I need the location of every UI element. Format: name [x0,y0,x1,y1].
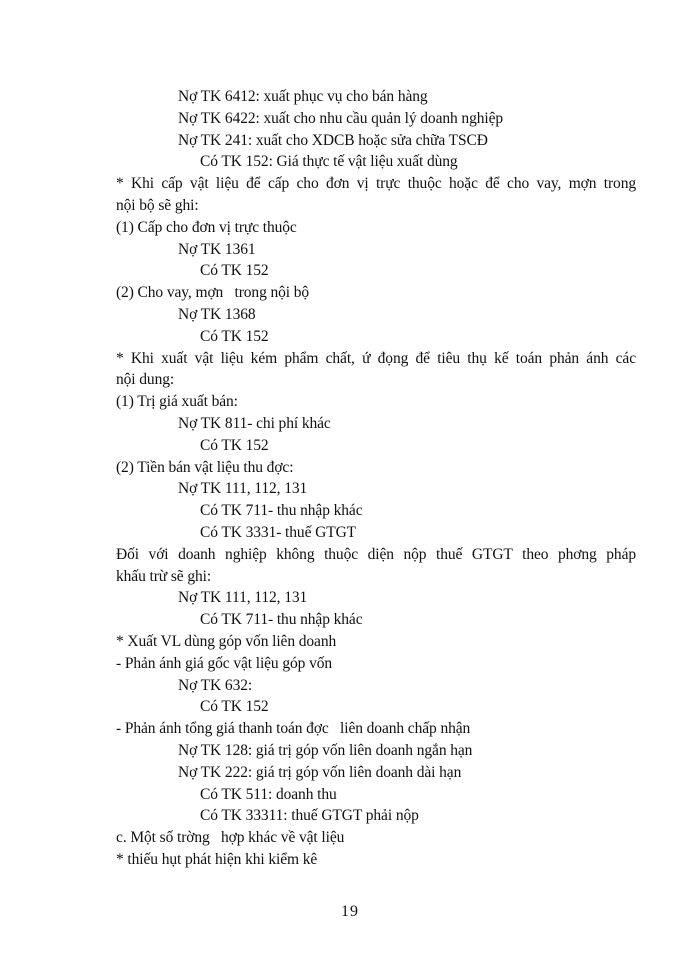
text-line: Nợ TK 1368 [178,305,256,323]
text-line: - Phản ánh tổng giá thanh toán đợc liên doanh chấp nhận [116,720,471,738]
text-line: - Phản ánh giá gốc vật liệu góp vốn [116,654,333,672]
text-line: c. Một số trờng hợp khác về vật liệu [116,829,345,847]
text-line: * Khi cấp vật liệu để cấp cho đơn vị trực thuộc hoặc để cho vay, mợn trong [116,175,636,193]
text-line: Nợ TK 632: [178,676,253,694]
text-line: khấu trừ sẽ ghi: [116,567,212,585]
text-line: Có TK 152 [200,436,269,454]
text-line: Nợ TK 6412: xuất phục vụ cho bán hàng [178,88,428,105]
text-line: Nợ TK 1361 [178,240,256,258]
page-number: 19 [341,903,359,920]
text-line: Có TK 711- thu nhập khác [200,502,363,520]
text-line: Nợ TK 811- chi phí khác [178,414,331,432]
text-line: Nợ TK 241: xuất cho XDCB hoặc sửa chữa TSCĐ [178,131,488,149]
text-line: nội dung: [116,371,175,389]
text-line: Nợ TK 111, 112, 131 [178,589,308,607]
text-line: Nợ TK 128: giá trị góp vốn liên doanh ngắn hạn [178,741,473,759]
text-line: Nợ TK 111, 112, 131 [178,480,308,498]
text-line: Đối với doanh nghiệp không thuộc diện nộp thuế GTGT theo phơng pháp [116,545,636,563]
text-line: Có TK 152 [200,698,269,716]
text-line: (1) Trị giá xuất bán: [116,393,238,411]
text-line: Có TK 511: doanh thu [200,785,337,803]
text-line: Có TK 33311: thuế GTGT phải nộp [200,807,419,825]
text-line: * Xuất VL dùng góp vốn liên doanh [116,632,337,650]
text-line: Có TK 152 [200,262,269,280]
text-line: Có TK 3331- thuế GTGT [200,523,357,541]
text-line: Có TK 152: Giá thực tế vật liệu xuất dùng [200,153,458,171]
text-line: (1) Cấp cho đơn vị trực thuộc [116,218,297,236]
text-line: (2) Cho vay, mợn trong nội bộ [116,284,310,302]
document-body [116,86,636,871]
text-line: * thiếu hụt phát hiện khi kiểm kê [116,850,318,868]
text-line: (2) Tiền bán vật liệu thu đợc: [116,458,294,476]
text-line: nội bộ sẽ ghi: [116,196,199,214]
text-line: Nợ TK 222: giá trị góp vốn liên doanh dài hạn [178,763,462,781]
text-line: * Khi xuất vật liệu kém phẩm chất, ứ đọng để tiêu thụ kế toán phản ánh các [116,349,636,367]
text-line: Có TK 152 [200,327,269,345]
text-line: Có TK 711- thu nhập khác [200,611,363,629]
text-line: Nợ TK 6422: xuất cho nhu cầu quản lý doanh nghiệp [178,109,504,127]
